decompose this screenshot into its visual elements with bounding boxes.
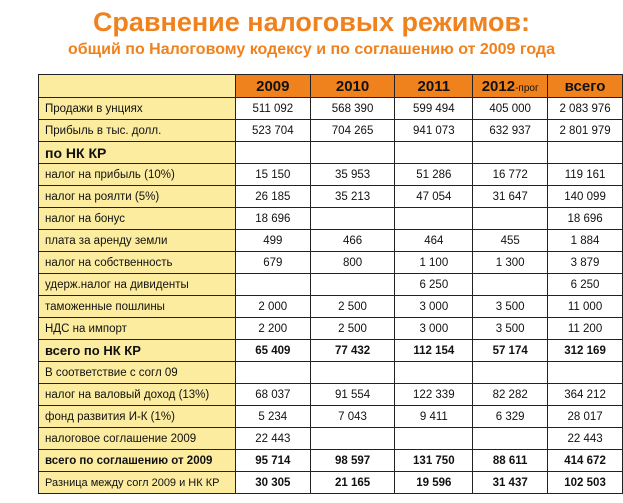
cell-2011: 19 596 (395, 472, 473, 494)
cell-total: 22 443 (548, 428, 623, 450)
page-title: Сравнение налоговых режимов: (92, 7, 531, 37)
cell-2011: 122 339 (395, 384, 473, 406)
row-label: плата за аренду земли (39, 230, 236, 252)
table-difference-row (39, 472, 623, 494)
cell-2010: 704 265 (310, 120, 395, 142)
total-label: всего по НК КР (39, 340, 236, 362)
cell-2010 (310, 274, 395, 296)
table-row (39, 230, 623, 252)
table-row (39, 252, 623, 274)
cell-2011: 47 054 (395, 186, 473, 208)
cell-2009: 679 (235, 252, 310, 274)
cell-2010: 98 597 (310, 450, 395, 472)
cell-2012 (473, 208, 548, 230)
cell-2011: 6 250 (395, 274, 473, 296)
cell-2009 (235, 274, 310, 296)
table-row (39, 384, 623, 406)
row-label: Прибыль в тыс. долл. (39, 120, 236, 142)
cell-2012 (473, 274, 548, 296)
cell-2009: 18 696 (235, 208, 310, 230)
cell-2011: 941 073 (395, 120, 473, 142)
cell-2011: 1 100 (395, 252, 473, 274)
cell-total: 6 250 (548, 274, 623, 296)
table-row (39, 406, 623, 428)
table-total-row (39, 340, 623, 362)
header-2012-suffix: -прог (515, 82, 539, 94)
row-label: НДС на импорт (39, 318, 236, 340)
table-row (39, 428, 623, 450)
tax-comparison-table (38, 74, 623, 494)
cell-total: 119 161 (548, 164, 623, 186)
page-subtitle: общий по Налоговому кодексу и по соглашению от 2009 года (68, 41, 555, 58)
cell-2010: 466 (310, 230, 395, 252)
cell-2011: 131 750 (395, 450, 473, 472)
table-row (39, 98, 623, 120)
cell-2009: 22 443 (235, 428, 310, 450)
cell-2012: 57 174 (473, 340, 548, 362)
cell-2009: 30 305 (235, 472, 310, 494)
cell-total: 2 801 979 (548, 120, 623, 142)
cell-total (548, 142, 623, 164)
cell-2012 (473, 362, 548, 384)
cell-total: 312 169 (548, 340, 623, 362)
header-total: всего (548, 75, 623, 98)
cell-2011: 51 286 (395, 164, 473, 186)
cell-total: 102 503 (548, 472, 623, 494)
cell-2009: 5 234 (235, 406, 310, 428)
cell-2012: 1 300 (473, 252, 548, 274)
cell-2012: 632 937 (473, 120, 548, 142)
header-2012 (473, 75, 548, 98)
cell-2009: 499 (235, 230, 310, 252)
cell-2010: 800 (310, 252, 395, 274)
row-label: налог на роялти (5%) (39, 186, 236, 208)
cell-2010 (310, 142, 395, 164)
row-label: удерж.налог на дивиденты (39, 274, 236, 296)
cell-total: 11 000 (548, 296, 623, 318)
cell-2011 (395, 428, 473, 450)
header-label-cell (39, 75, 236, 98)
cell-2012: 31 647 (473, 186, 548, 208)
cell-2012: 88 611 (473, 450, 548, 472)
cell-2012 (473, 428, 548, 450)
cell-2010: 2 500 (310, 318, 395, 340)
cell-2011: 3 000 (395, 318, 473, 340)
cell-total: 3 879 (548, 252, 623, 274)
cell-2011: 599 494 (395, 98, 473, 120)
cell-2010: 2 500 (310, 296, 395, 318)
cell-2010 (310, 208, 395, 230)
cell-2012: 3 500 (473, 296, 548, 318)
row-label: налог на бонус (39, 208, 236, 230)
row-label: налог на собственность (39, 252, 236, 274)
cell-2009 (235, 142, 310, 164)
cell-2012: 82 282 (473, 384, 548, 406)
difference-label: Разница между согл 2009 и НК КР (39, 472, 236, 494)
cell-2010: 21 165 (310, 472, 395, 494)
row-label: Продажи в унциях (39, 98, 236, 120)
header-2009: 2009 (235, 75, 310, 98)
table-agreement-total-row (39, 450, 623, 472)
table-row (39, 164, 623, 186)
cell-total: 18 696 (548, 208, 623, 230)
cell-total: 364 212 (548, 384, 623, 406)
cell-2010: 7 043 (310, 406, 395, 428)
table-row (39, 274, 623, 296)
header-2011: 2011 (395, 75, 473, 98)
header-2012-year: 2012 (481, 77, 516, 95)
row-label: налог на валовый доход (13%) (39, 384, 236, 406)
table-row (39, 208, 623, 230)
cell-2010: 91 554 (310, 384, 395, 406)
cell-total: 414 672 (548, 450, 623, 472)
cell-2011: 9 411 (395, 406, 473, 428)
cell-2009: 2 000 (235, 296, 310, 318)
cell-2009: 15 150 (235, 164, 310, 186)
table-row (39, 296, 623, 318)
cell-2010: 77 432 (310, 340, 395, 362)
cell-2012: 405 000 (473, 98, 548, 120)
total-label: всего по соглашению от 2009 (39, 450, 236, 472)
cell-2012: 6 329 (473, 406, 548, 428)
row-label: налог на прибыль (10%) (39, 164, 236, 186)
cell-2009 (235, 362, 310, 384)
cell-2009: 65 409 (235, 340, 310, 362)
cell-2009: 95 714 (235, 450, 310, 472)
cell-2009: 2 200 (235, 318, 310, 340)
cell-2009: 523 704 (235, 120, 310, 142)
cell-2012: 455 (473, 230, 548, 252)
row-label: фонд развития И-К (1%) (39, 406, 236, 428)
cell-2011 (395, 208, 473, 230)
cell-total: 1 884 (548, 230, 623, 252)
table-row (39, 362, 623, 384)
cell-2011: 3 000 (395, 296, 473, 318)
cell-2011: 112 154 (395, 340, 473, 362)
cell-2009: 26 185 (235, 186, 310, 208)
cell-2011 (395, 142, 473, 164)
row-label: таможенные пошлины (39, 296, 236, 318)
cell-total: 28 017 (548, 406, 623, 428)
cell-2012: 3 500 (473, 318, 548, 340)
table-row (39, 120, 623, 142)
cell-2010: 35 953 (310, 164, 395, 186)
cell-total: 11 200 (548, 318, 623, 340)
row-label: В соответствие с согл 09 (39, 362, 236, 384)
cell-2011 (395, 362, 473, 384)
cell-total: 2 083 976 (548, 98, 623, 120)
section-label: по НК КР (39, 142, 236, 164)
table-row (39, 186, 623, 208)
cell-2012 (473, 142, 548, 164)
table-section-row (39, 142, 623, 164)
cell-total (548, 362, 623, 384)
row-label: налоговое соглашение 2009 (39, 428, 236, 450)
cell-2009: 511 092 (235, 98, 310, 120)
table-header-row (39, 75, 623, 98)
cell-2010 (310, 362, 395, 384)
cell-2009: 68 037 (235, 384, 310, 406)
header-2010: 2010 (310, 75, 395, 98)
cell-2010: 568 390 (310, 98, 395, 120)
cell-2012: 16 772 (473, 164, 548, 186)
cell-total: 140 099 (548, 186, 623, 208)
cell-2010: 35 213 (310, 186, 395, 208)
cell-2012: 31 437 (473, 472, 548, 494)
table-row (39, 318, 623, 340)
cell-2010 (310, 428, 395, 450)
cell-2011: 464 (395, 230, 473, 252)
